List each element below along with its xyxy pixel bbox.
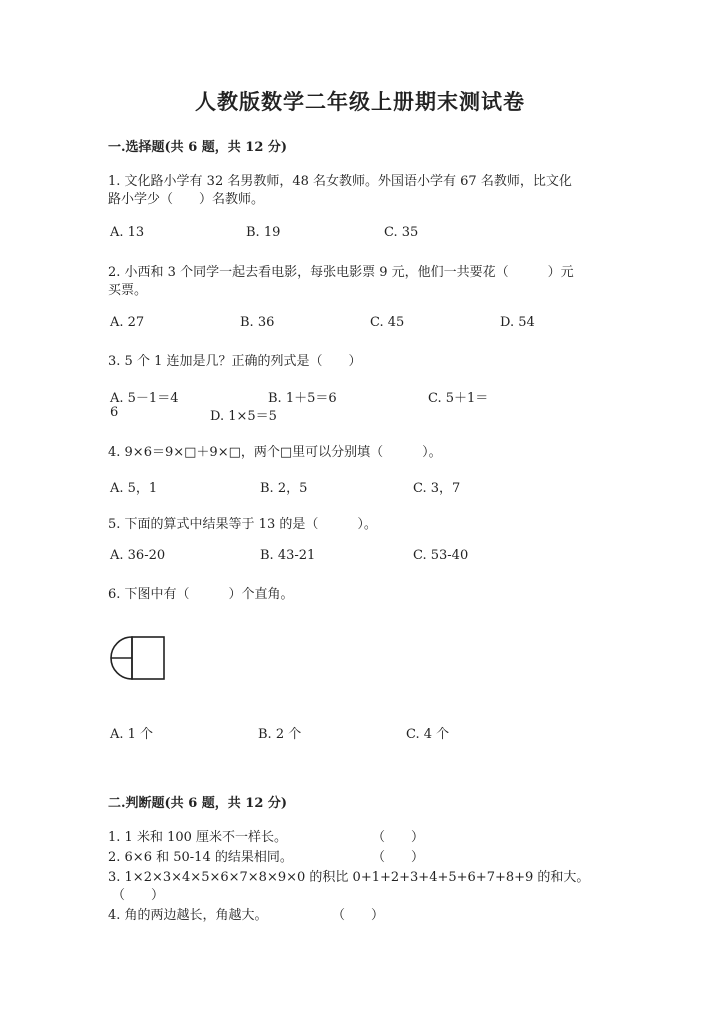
q1-option-a: A. 13 [110, 225, 145, 240]
section-heading-judgment: 二.判断题(共 6 题，共 12 分) [108, 796, 288, 811]
q4-option-b: B. 2，5 [260, 481, 308, 496]
judgment-item-3-paren: （ ） [112, 888, 165, 903]
q3-option-d: D. 1×5＝5 [210, 409, 277, 424]
semicircle-rectangle-figure [110, 636, 170, 682]
q3-option-b: B. 1＋5＝6 [268, 391, 337, 406]
q1-option-b: B. 19 [246, 225, 281, 240]
q3-option-c: C. 5＋1＝ [428, 391, 489, 406]
q4-option-c: C. 3，7 [413, 481, 461, 496]
judgment-item-2-paren: （ ） [372, 850, 425, 865]
q6-option-c: C. 4 个 [406, 727, 450, 742]
question-3-line-1: 3. 5 个 1 连加是几？正确的列式是（ ） [108, 354, 362, 369]
q5-option-a: A. 36-20 [110, 548, 166, 563]
question-4-line-1: 4. 9×6＝9×□＋9×□，两个□里可以分别填（ ）。 [108, 445, 442, 460]
question-1-line-2: 路小学少（ ）名教师。 [108, 192, 265, 207]
judgment-item-1-paren: （ ） [372, 830, 425, 845]
q3-option-a: A. 5－1＝4 [110, 391, 179, 406]
q2-option-d: D. 54 [500, 315, 535, 330]
question-1-line-1: 1. 文化路小学有 32 名男教师，48 名女教师。外国语小学有 67 名教师，比文化 [108, 174, 572, 189]
judgment-item-4-text: 4. 角的两边越长，角越大。 [108, 908, 268, 923]
q5-option-b: B. 43-21 [260, 548, 316, 563]
q2-option-a: A. 27 [110, 315, 145, 330]
judgment-item-2-text: 2. 6×6 和 50-14 的结果相同。 [108, 850, 293, 865]
q2-option-c: C. 45 [370, 315, 405, 330]
q3-option-c-wrap: 6 [110, 405, 119, 420]
question-2-line-1: 2. 小西和 3 个同学一起去看电影，每张电影票 9 元，他们一共要花（ ）元 [108, 265, 574, 280]
section-heading-choice: 一.选择题(共 6 题，共 12 分) [108, 140, 288, 155]
question-5-line-1: 5. 下面的算式中结果等于 13 的是（ ）。 [108, 517, 377, 532]
q6-option-b: B. 2 个 [258, 727, 302, 742]
judgment-item-4-paren: （ ） [332, 908, 385, 923]
q4-option-a: A. 5，1 [110, 481, 158, 496]
question-2-line-2: 买票。 [108, 283, 148, 298]
q5-option-c: C. 53-40 [413, 548, 469, 563]
q2-option-b: B. 36 [240, 315, 275, 330]
rectangle-shape [132, 637, 164, 679]
judgment-item-3-text: 3. 1×2×3×4×5×6×7×8×9×0 的积比 0+1+2+3+4+5+6+7+8+9 的和大。 [108, 870, 590, 885]
question-6-line-1: 6. 下图中有（ ）个直角。 [108, 587, 294, 602]
page-title: 人教版数学二年级上册期末测试卷 [195, 89, 525, 114]
judgment-item-1-text: 1. 1 米和 100 厘米不一样长。 [108, 830, 288, 845]
q6-option-a: A. 1 个 [110, 727, 154, 742]
q1-option-c: C. 35 [384, 225, 419, 240]
